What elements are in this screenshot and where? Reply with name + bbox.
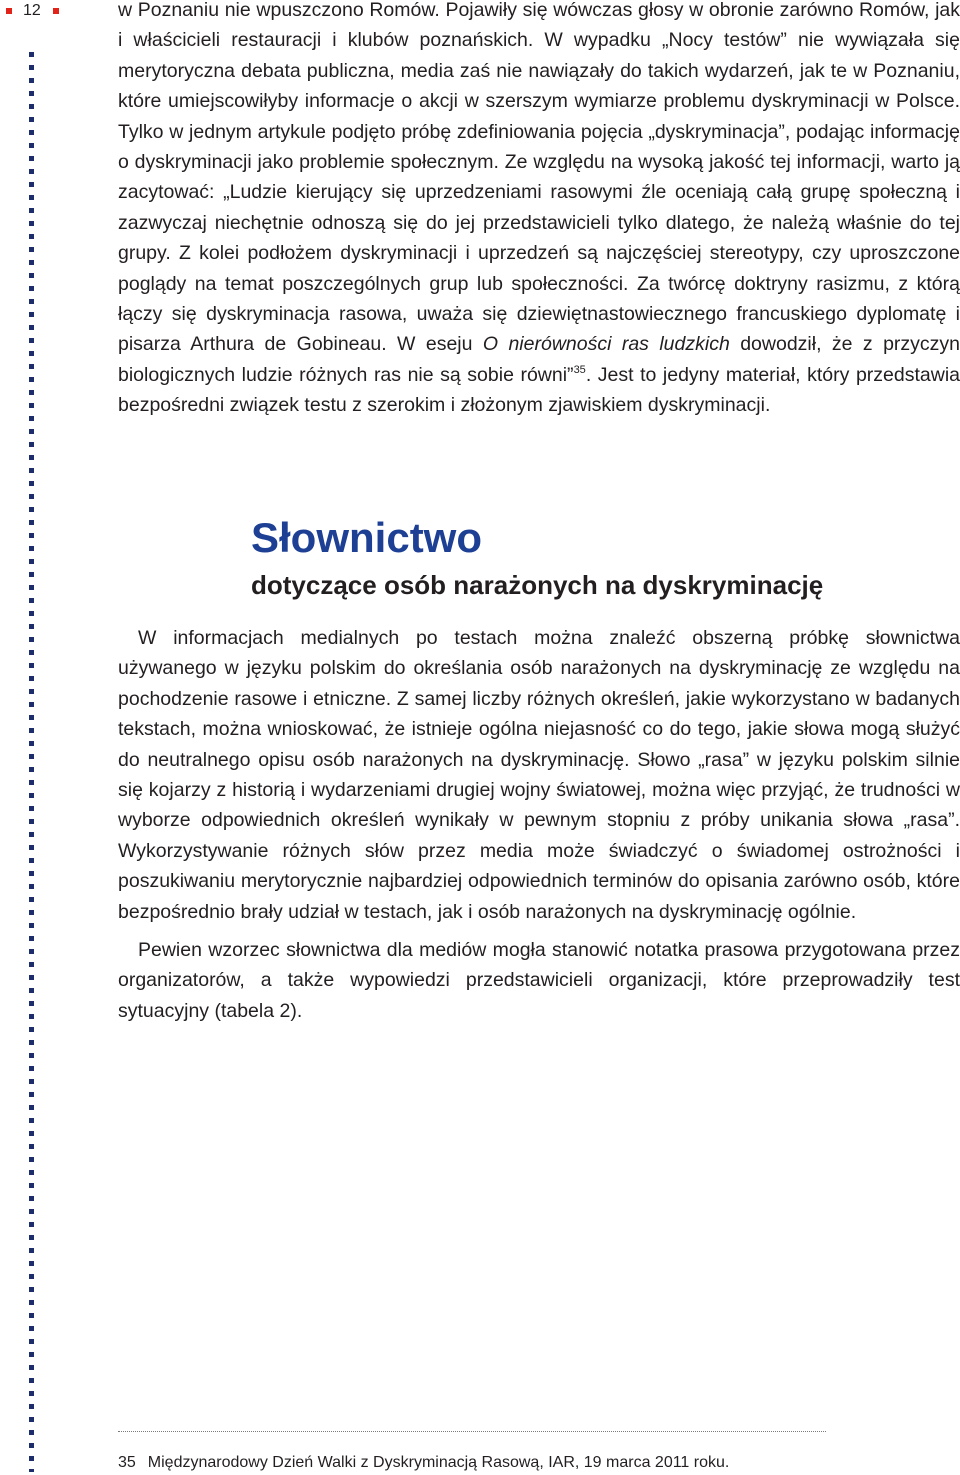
page-number-row [6,1,59,21]
footnote-number: 35 [118,1454,136,1471]
section-subtitle: dotyczące osób narażonych na dyskryminację [251,570,824,600]
section-title: Słownictwo [251,514,482,561]
intro-text-part: dowodził, że z przyczyn biologicznych ludzie różnych ras nie są sobie równi” [118,333,960,386]
intro-text-part: . Jest to jedyny materiał, który przedstawia bezpośredni związek testu z szerokim i złożonym zjawiskiem dyskryminacji. [118,363,960,417]
left-margin-decoration [0,0,110,1475]
footnote [118,1452,729,1474]
red-square-icon [6,8,12,14]
dotted-margin-line [29,52,34,1472]
section-paragraph-2: Pewien wzorzec słownictwa dla mediów mogła stanowić notatka prasowa przygotowana przez organizatorów, a także wypowiedzi przedstawicieli organizacji, które przeprowadziły test sytuacyjny (tabela 2). [118,939,960,1022]
intro-text-part: w Poznaniu nie wpuszczono Romów. Pojawiły się wówczas głosy w obronie zarówno Romów, jak i właścicieli restauracji i klubów poznańskich. W wypadku „Nocy testów” nie wywiązała się merytoryczna debata publiczna, media zaś nie nawiązały do takich wydarzeń, jak te w Poznaniu, które umiejscowiłyby informacje o akcji w szerszym wymiarze problemu dyskryminacji w Polsce. Tylko w jednym artykule podjęto próbę zdefiniowania pojęcia „dyskryminacja”, podając informację o dyskryminacji jako problemie społecznym. Ze względu na wysoką jakość tej informacji, warto ją zacytować: „Ludzie kierujący się uprzedzeniami rasowymi źle oceniają całą grupę społeczną i zazwyczaj niechętnie odnoszą się do jej przedstawicieli tylko dlatego, że należą właśnie do tej grupy. Z kolei podłożem dyskryminacji i uprzedzeń są najczęściej stereotypy, czy uproszczone poglądy na temat poszczególnych grup lub społeczności. Za twórcę doktryny rasizmu, z którą łączy się dyskryminacja rasowa, uważa się dziewiętnastowiecznego francuskiego dyplomatę i pisarza Arthura de Gobineau. W eseju [118,0,960,356]
section-paragraph-1: W informacjach medialnych po testach można znaleźć obszerną próbkę słownictwa używanego w języku polskim do określania osób narażonych na dyskryminację ze względu na pochodzenie rasowe i etniczne. Z samej liczby różnych określeń, jakie wykorzystano w badanych tekstach, można wnioskować, że istnieje ogólna niejasność co do tego, jakie słowa mogą służyć do neutralnego opisu osób narażonych na dyskryminację. Słowo „rasa” w języku polskim silnie się kojarzy z historią i wydarzeniami drugiej wojny światowej, można więc przyjąć, że trudności w wyborze odpowiednich określeń wynikały w pewnym stopniu z próby unikania słowa „rasa”. Wykorzystywanie różnych słów przez media może świadczyć o świadomej ostrożności i poszukiwaniu merytorycznie najbardziej odpowiednich terminów do opisania zarówno osób, które bezpośrednio brały udział w testach, jak i osób narażonych na dyskryminację ogólnie. [118,627,960,923]
intro-text [118,0,960,421]
red-square-icon [53,8,59,14]
page-number: 12 [23,2,41,19]
footnote-reference[interactable]: 35 [573,363,586,376]
intro-paragraph [118,0,960,421]
essay-title: O nierówności ras ludzkich [482,333,730,356]
footnote-separator [118,1431,826,1432]
section-text [118,623,960,1026]
footnote-text: Międzynarodowy Dzień Walki z Dyskryminacją Rasową, IAR, 19 marca 2011 roku. [147,1454,730,1471]
